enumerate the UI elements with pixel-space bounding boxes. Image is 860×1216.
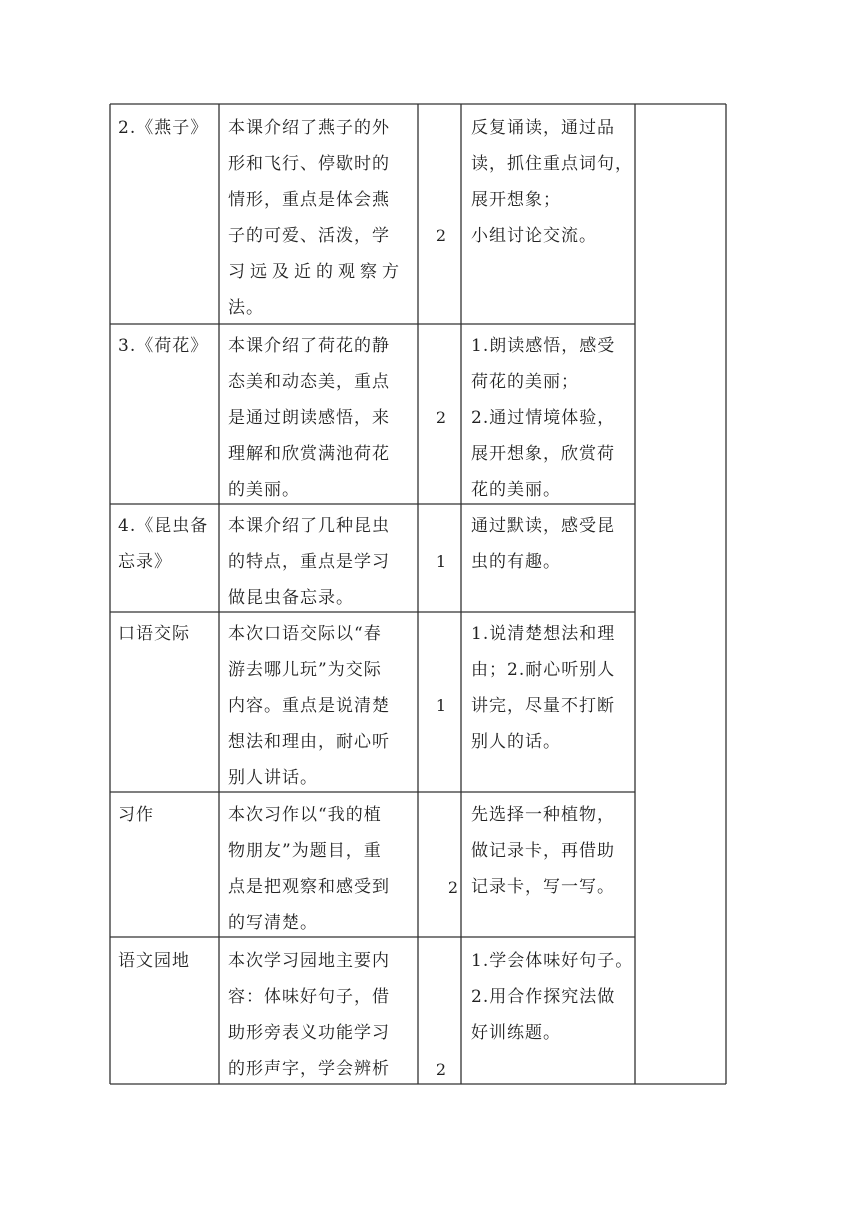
method-line: 1.学会体味好句子。 xyxy=(471,951,634,971)
content-line: 本次口语交际以“春 xyxy=(228,624,382,644)
lesson-name: 语文园地 xyxy=(118,951,190,971)
class-hours: 2 xyxy=(447,878,458,897)
teaching-method xyxy=(471,943,635,1051)
class-hours: 2 xyxy=(435,408,447,427)
content-line: 点是把观察和感受到 xyxy=(228,877,390,897)
content-line: 情形，重点是体会燕 xyxy=(228,190,390,210)
teaching-method xyxy=(471,110,635,254)
method-line: 花的美丽。 xyxy=(471,480,561,500)
content-line: 本课介绍了荷花的静 xyxy=(228,336,390,356)
method-line: 读，抓住重点词句， xyxy=(471,154,633,174)
method-line: 小组讨论交流。 xyxy=(471,226,597,246)
method-line: 1.朗读感悟，感受 xyxy=(471,336,616,356)
lesson-name: 习作 xyxy=(118,805,154,825)
method-line: 展开想象，欣赏荷 xyxy=(471,444,615,464)
content-line: 本次学习园地主要内 xyxy=(228,951,390,971)
content-line: 形和飞行、停歇时的 xyxy=(228,154,390,174)
method-line: 记录卡，写一写。 xyxy=(471,877,615,897)
content-line: 助形旁表义功能学习 xyxy=(228,1023,390,1043)
content-line: 容：体味好句子，借 xyxy=(228,987,390,1007)
lesson-content xyxy=(228,328,418,508)
method-line: 讲完，尽量不打断 xyxy=(471,696,615,716)
lesson-content xyxy=(228,508,418,616)
lesson-name: 4.《昆虫备 xyxy=(118,516,209,536)
method-line: 由；2.耐心听别人 xyxy=(471,660,616,680)
table-row xyxy=(118,616,218,652)
method-line: 虫的有趣。 xyxy=(471,552,561,572)
table-row xyxy=(118,110,218,146)
content-line: 本课介绍了燕子的外 xyxy=(228,118,390,138)
table-row xyxy=(118,797,218,833)
content-line: 别人讲话。 xyxy=(228,768,318,788)
class-hours: 1 xyxy=(435,696,447,715)
method-line: 2.通过情境体验， xyxy=(471,408,616,428)
content-line: 态美和动态美，重点 xyxy=(228,372,390,392)
class-hours: 1 xyxy=(435,552,447,571)
lesson-content xyxy=(228,110,418,326)
method-line: 2.用合作探究法做 xyxy=(471,987,616,1007)
lesson-name: 3.《荷花》 xyxy=(118,336,209,356)
lesson-content xyxy=(228,797,418,941)
content-line: 物朋友”为题目，重 xyxy=(228,841,382,861)
class-hours: 2 xyxy=(435,226,447,245)
table-row xyxy=(118,328,218,364)
method-line: 先选择一种植物， xyxy=(471,805,615,825)
method-line: 别人的话。 xyxy=(471,732,561,752)
table-row xyxy=(118,943,218,979)
class-hours: 2 xyxy=(435,1060,447,1079)
content-line: 的美丽。 xyxy=(228,480,300,500)
method-line: 反复诵读，通过品 xyxy=(471,118,615,138)
teaching-method xyxy=(471,616,635,760)
content-line: 内容。重点是说清楚 xyxy=(228,696,390,716)
content-line: 游去哪儿玩”为交际 xyxy=(228,660,382,680)
content-line: 的形声字，学会辨析 xyxy=(228,1059,390,1079)
method-line: 1.说清楚想法和理 xyxy=(471,624,616,644)
content-line: 理解和欣赏满池荷花 xyxy=(228,444,390,464)
content-line: 想法和理由，耐心听 xyxy=(228,732,390,752)
content-line: 习远及近的观察方 xyxy=(228,262,404,282)
content-line: 本课介绍了几种昆虫 xyxy=(228,516,390,536)
lesson-name: 忘录》 xyxy=(118,552,172,572)
method-line: 好训练题。 xyxy=(471,1023,561,1043)
method-line: 做记录卡，再借助 xyxy=(471,841,615,861)
content-line: 是通过朗读感悟，来 xyxy=(228,408,390,428)
method-line: 荷花的美丽； xyxy=(471,372,579,392)
content-line: 法。 xyxy=(228,298,264,318)
content-line: 本次习作以“我的植 xyxy=(228,805,382,825)
teaching-method xyxy=(471,328,635,508)
lesson-content xyxy=(228,943,418,1087)
teaching-method xyxy=(471,797,635,905)
content-line: 的特点，重点是学习 xyxy=(228,552,390,572)
content-line: 做昆虫备忘录。 xyxy=(228,588,354,608)
content-line: 的写清楚。 xyxy=(228,913,318,933)
table-row xyxy=(118,508,218,580)
lesson-name: 2.《燕子》 xyxy=(118,118,209,138)
lesson-name: 口语交际 xyxy=(118,624,190,644)
lesson-content xyxy=(228,616,418,796)
content-line: 子的可爱、活泼，学 xyxy=(228,226,390,246)
method-line: 展开想象； xyxy=(471,190,561,210)
method-line: 通过默读，感受昆 xyxy=(471,516,615,536)
teaching-method xyxy=(471,508,635,580)
